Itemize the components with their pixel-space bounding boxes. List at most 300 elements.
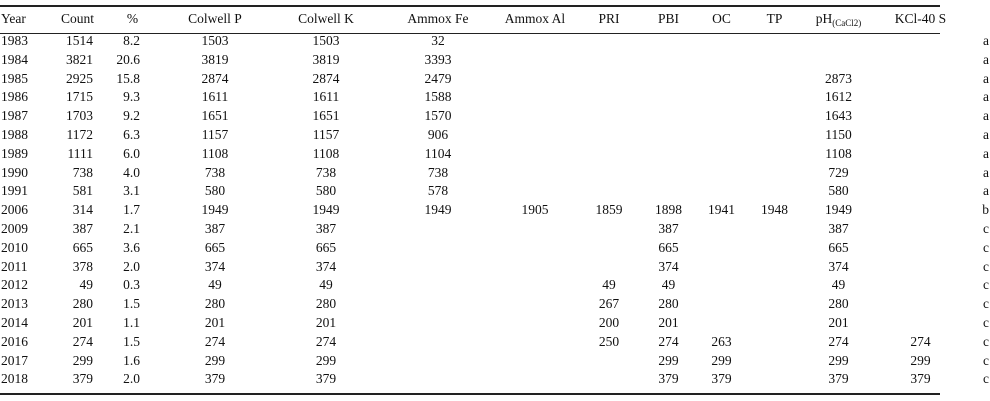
cell-oc: [695, 88, 748, 107]
cell-colwell-k: 299: [315, 352, 337, 368]
cell-percent: 4.0: [123, 164, 140, 180]
cell-note: a: [983, 108, 989, 124]
cell-colwell-p: 1503: [201, 33, 229, 48]
cell-kcl: [876, 220, 965, 239]
cell-year: 1983: [1, 33, 28, 48]
cell-count: 2925: [66, 70, 93, 86]
cell-colwell-k: 580: [315, 183, 337, 199]
cell-oc: [695, 258, 748, 277]
cell-year: 2014: [1, 314, 28, 330]
cell-note: a: [983, 89, 989, 105]
cell-year: 2011: [1, 258, 28, 274]
cell-ammox-al: [494, 352, 576, 371]
cell-pbi: [642, 182, 695, 201]
table-body: [0, 32, 990, 389]
cell-year: 2012: [1, 277, 28, 293]
cell-year: 2009: [1, 220, 28, 236]
cell-percent: 1.1: [123, 314, 140, 330]
cell-pbi: 280: [658, 296, 679, 312]
cell-count: 1111: [67, 145, 93, 161]
cell-colwell-p: 274: [204, 333, 226, 349]
cell-pri: [576, 164, 642, 183]
cell-pbi: 49: [661, 277, 676, 293]
cell-oc: [695, 145, 748, 164]
cell-pri: [576, 182, 642, 201]
cell-pri: [576, 32, 642, 51]
cell-kcl: [876, 201, 965, 220]
table-row: [0, 239, 990, 258]
header-ph: [801, 5, 876, 32]
cell-oc: [695, 220, 748, 239]
cell-percent: 3.1: [123, 183, 140, 199]
table-row: [0, 107, 990, 126]
cell-oc: [695, 182, 748, 201]
cell-ammox-fe: 738: [427, 164, 449, 180]
cell-pri: 1859: [595, 202, 623, 218]
cell-oc: 379: [711, 371, 732, 387]
table-row: [0, 51, 990, 70]
cell-tp: 1948: [761, 202, 788, 218]
cell-kcl: 274: [910, 333, 931, 349]
cell-kcl: [876, 107, 965, 126]
cell-count: 3821: [66, 51, 93, 67]
cell-colwell-k: 274: [315, 333, 337, 349]
cell-pbi: [642, 51, 695, 70]
cell-tp: [748, 107, 801, 126]
cell-count: 1703: [66, 108, 93, 124]
cell-ph: 379: [828, 371, 849, 387]
cell-pbi: 665: [658, 239, 679, 255]
cell-percent: 6.3: [123, 126, 140, 142]
cell-count: 201: [72, 314, 93, 330]
cell-note: c: [983, 371, 989, 387]
cell-pri: 250: [598, 333, 620, 349]
cell-count: 1514: [66, 33, 93, 48]
header-colwell-k: Colwell K: [298, 11, 354, 26]
cell-colwell-k: 3819: [312, 51, 340, 67]
table-row: [0, 88, 990, 107]
cell-ammox-fe: [382, 370, 494, 389]
cell-colwell-k: 49: [319, 277, 333, 293]
cell-ph: 374: [828, 258, 849, 274]
cell-colwell-p: 1611: [201, 89, 229, 105]
cell-ammox-al: 1905: [521, 202, 549, 218]
cell-ammox-al: [494, 145, 576, 164]
header-ph-main: pH: [815, 11, 833, 26]
table-row: [0, 295, 990, 314]
cell-pbi: [642, 107, 695, 126]
cell-tp: [748, 295, 801, 314]
cell-percent: 6.0: [123, 145, 140, 161]
cell-year: 2017: [1, 352, 28, 368]
cell-percent: 1.5: [123, 296, 140, 312]
cell-colwell-p: 379: [204, 371, 226, 387]
cell-percent: 20.6: [116, 51, 140, 67]
cell-colwell-k: 387: [315, 220, 337, 236]
cell-kcl: [876, 126, 965, 145]
cell-tp: [748, 182, 801, 201]
cell-ammox-fe: 2479: [424, 70, 452, 86]
cell-ammox-al: [494, 295, 576, 314]
cell-ph: 201: [828, 314, 849, 330]
cell-kcl: [876, 314, 965, 333]
cell-percent: 1.5: [123, 333, 140, 349]
cell-colwell-k: 374: [315, 258, 337, 274]
cell-tp: [748, 88, 801, 107]
cell-note: a: [983, 33, 989, 48]
cell-count: 1172: [66, 126, 93, 142]
header-colwell-p: Colwell P: [188, 11, 242, 26]
cell-note: a: [983, 164, 989, 180]
header-pbi: PBI: [657, 11, 679, 26]
cell-pri: 49: [602, 277, 616, 293]
cell-pri: 267: [598, 296, 620, 312]
header-ammox-fe: Ammox Fe: [407, 11, 469, 26]
cell-pri: [576, 51, 642, 70]
cell-count: 378: [72, 258, 93, 274]
cell-ammox-fe: 1104: [424, 145, 452, 161]
cell-note: c: [983, 352, 989, 368]
cell-oc: 299: [711, 352, 732, 368]
cell-tp: [748, 314, 801, 333]
table-row: [0, 258, 990, 277]
cell-ammox-fe: 3393: [424, 51, 452, 67]
cell-colwell-p: 3819: [201, 51, 229, 67]
cell-pbi: [642, 88, 695, 107]
cell-note: c: [983, 220, 989, 236]
cell-ammox-al: [494, 164, 576, 183]
cell-count: 581: [72, 183, 93, 199]
cell-percent: 2.1: [123, 220, 140, 236]
cell-colwell-p: 1651: [201, 108, 229, 124]
cell-count: 738: [72, 164, 93, 180]
cell-colwell-k: 1651: [312, 108, 340, 124]
cell-ph: 2873: [825, 70, 852, 86]
cell-percent: 9.2: [123, 108, 140, 124]
cell-colwell-p: 49: [208, 277, 222, 293]
cell-year: 2013: [1, 296, 28, 312]
cell-year: 2010: [1, 239, 28, 255]
cell-tp: [748, 126, 801, 145]
cell-kcl: [876, 164, 965, 183]
cell-ammox-al: [494, 107, 576, 126]
cell-colwell-p: 738: [204, 164, 226, 180]
cell-colwell-k: 379: [315, 371, 337, 387]
cell-year: 1990: [1, 164, 28, 180]
cell-ph: 49: [831, 277, 846, 293]
cell-ph: [801, 32, 876, 51]
cell-kcl: [876, 258, 965, 277]
cell-pbi: 374: [658, 258, 679, 274]
cell-ammox-fe: [382, 276, 494, 295]
cell-kcl: [876, 145, 965, 164]
header-note: [965, 5, 990, 32]
table-row: [0, 333, 990, 352]
cell-year: 1991: [1, 183, 28, 199]
cell-tp: [748, 32, 801, 51]
table-row: [0, 164, 990, 183]
cell-oc: [695, 32, 748, 51]
cell-pbi: 387: [658, 220, 679, 236]
cell-ammox-fe: [382, 220, 494, 239]
cell-year: 1986: [1, 89, 28, 105]
cell-ammox-fe: [382, 295, 494, 314]
cell-ph: 299: [828, 352, 849, 368]
cell-pbi: 379: [658, 371, 679, 387]
cell-colwell-k: 1108: [312, 145, 340, 161]
cell-pri: [576, 370, 642, 389]
cell-count: 299: [72, 352, 93, 368]
header-count: Count: [60, 11, 94, 26]
cell-ammox-fe: [382, 352, 494, 371]
cell-oc: [695, 51, 748, 70]
cell-pri: [576, 107, 642, 126]
cell-note: a: [983, 51, 989, 67]
cell-count: 274: [72, 333, 93, 349]
cell-percent: 3.6: [123, 239, 140, 255]
cell-pbi: [642, 164, 695, 183]
cell-colwell-p: 580: [204, 183, 226, 199]
cell-ammox-al: [494, 370, 576, 389]
cell-oc: [695, 295, 748, 314]
cell-ammox-al: [494, 239, 576, 258]
cell-colwell-k: 1949: [312, 202, 340, 218]
cell-kcl: [876, 88, 965, 107]
cell-ammox-al: [494, 314, 576, 333]
cell-oc: [695, 164, 748, 183]
cell-count: 1715: [66, 89, 93, 105]
cell-year: 1987: [1, 108, 28, 124]
header-kcl: KCl-40 S: [894, 11, 947, 26]
table-row: [0, 126, 990, 145]
cell-ph: 1150: [825, 126, 852, 142]
cell-oc: 263: [711, 333, 732, 349]
cell-colwell-p: 201: [204, 314, 226, 330]
cell-count: 314: [72, 202, 93, 218]
cell-ph: 1643: [825, 108, 852, 124]
cell-percent: 0.3: [123, 277, 140, 293]
cell-ammox-fe: 1949: [424, 202, 452, 218]
cell-note: a: [983, 70, 989, 86]
cell-colwell-p: 1157: [201, 126, 229, 142]
table-row: [0, 314, 990, 333]
cell-pbi: [642, 70, 695, 89]
cell-year: 2016: [1, 333, 28, 349]
cell-count: 379: [72, 371, 93, 387]
header-year: Year: [1, 11, 26, 26]
cell-kcl: [876, 295, 965, 314]
cell-colwell-k: 1611: [312, 89, 340, 105]
cell-tp: [748, 145, 801, 164]
table-row: [0, 182, 990, 201]
cell-percent: 2.0: [123, 371, 140, 387]
cell-tp: [748, 164, 801, 183]
cell-kcl: 379: [910, 371, 931, 387]
cell-ph: 387: [828, 220, 849, 236]
cell-pri: [576, 88, 642, 107]
table-row: [0, 352, 990, 371]
cell-year: 1985: [1, 70, 28, 86]
cell-pbi: [642, 32, 695, 51]
cell-oc: [695, 70, 748, 89]
cell-tp: [748, 51, 801, 70]
cell-pri: [576, 258, 642, 277]
cell-percent: 9.3: [123, 89, 140, 105]
header-ph-sub: (CaCl2): [832, 18, 862, 28]
cell-note: c: [983, 296, 989, 312]
cell-colwell-p: 299: [204, 352, 226, 368]
cell-pri: [576, 239, 642, 258]
cell-ammox-fe: [382, 239, 494, 258]
table-row: [0, 32, 990, 51]
table-row: [0, 220, 990, 239]
cell-pbi: [642, 145, 695, 164]
header-row: [0, 5, 990, 32]
cell-pbi: 299: [658, 352, 679, 368]
cell-colwell-p: 374: [204, 258, 226, 274]
cell-note: c: [983, 277, 989, 293]
cell-pbi: 201: [658, 314, 679, 330]
cell-ammox-fe: [382, 258, 494, 277]
cell-colwell-p: 665: [204, 239, 226, 255]
cell-ph: 1612: [825, 89, 852, 105]
cell-ammox-fe: [382, 314, 494, 333]
table-row: [0, 370, 990, 389]
table-row: [0, 276, 990, 295]
cell-pbi: [642, 126, 695, 145]
cell-ammox-fe: 906: [427, 126, 449, 142]
cell-ammox-al: [494, 51, 576, 70]
cell-note: a: [983, 126, 989, 142]
cell-colwell-p: 280: [204, 296, 226, 312]
cell-count: 49: [79, 277, 93, 293]
cell-kcl: [876, 51, 965, 70]
cell-ammox-fe: 1588: [424, 89, 452, 105]
cell-colwell-k: 1157: [312, 126, 340, 142]
cell-colwell-k: 2874: [312, 70, 340, 86]
bottom-rule: [0, 393, 940, 395]
cell-ammox-fe: 1570: [424, 108, 452, 124]
cell-pri: [576, 126, 642, 145]
cell-ammox-al: [494, 258, 576, 277]
cell-ph: 665: [828, 239, 849, 255]
cell-ammox-al: [494, 220, 576, 239]
cell-kcl: [876, 70, 965, 89]
cell-note: c: [983, 333, 989, 349]
cell-pri: [576, 352, 642, 371]
cell-ammox-al: [494, 182, 576, 201]
cell-colwell-p: 1949: [201, 202, 229, 218]
cell-pri: [576, 70, 642, 89]
cell-ammox-fe: 32: [431, 33, 445, 48]
cell-ph: 580: [828, 183, 849, 199]
cell-percent: 8.2: [123, 33, 140, 48]
table-row: [0, 201, 990, 220]
cell-ammox-al: [494, 70, 576, 89]
header-percent: %: [126, 11, 139, 26]
cell-note: a: [983, 145, 989, 161]
cell-colwell-p: 387: [204, 220, 226, 236]
cell-oc: [695, 314, 748, 333]
cell-year: 1984: [1, 51, 28, 67]
cell-year: 1989: [1, 145, 28, 161]
cell-kcl: [876, 32, 965, 51]
cell-ph: 280: [828, 296, 849, 312]
cell-pbi: 1898: [655, 202, 682, 218]
cell-ammox-fe: 578: [427, 183, 449, 199]
header-oc: OC: [712, 11, 731, 26]
soil-data-table: [0, 5, 990, 389]
cell-colwell-k: 738: [315, 164, 337, 180]
cell-kcl: [876, 239, 965, 258]
cell-oc: [695, 107, 748, 126]
cell-ph: 729: [828, 164, 849, 180]
cell-ammox-al: [494, 276, 576, 295]
cell-ammox-al: [494, 88, 576, 107]
cell-kcl: [876, 182, 965, 201]
cell-oc: 1941: [708, 202, 735, 218]
cell-tp: [748, 276, 801, 295]
cell-colwell-p: 1108: [201, 145, 229, 161]
cell-colwell-k: 280: [315, 296, 337, 312]
cell-tp: [748, 258, 801, 277]
cell-tp: [748, 70, 801, 89]
cell-kcl: [876, 276, 965, 295]
cell-ammox-al: [494, 32, 576, 51]
cell-ammox-al: [494, 333, 576, 352]
header-ammox-al: Ammox Al: [504, 11, 566, 26]
cell-ammox-fe: [382, 333, 494, 352]
cell-colwell-k: 1503: [312, 33, 340, 48]
cell-tp: [748, 220, 801, 239]
cell-oc: [695, 126, 748, 145]
cell-ammox-al: [494, 126, 576, 145]
cell-year: 2018: [1, 371, 28, 387]
cell-percent: 2.0: [123, 258, 140, 274]
table-row: [0, 70, 990, 89]
cell-percent: 1.7: [123, 202, 140, 218]
cell-year: 1988: [1, 126, 28, 142]
cell-percent: 1.6: [123, 352, 140, 368]
cell-oc: [695, 276, 748, 295]
cell-count: 665: [72, 239, 93, 255]
cell-colwell-p: 2874: [201, 70, 229, 86]
table-row: [0, 145, 990, 164]
cell-colwell-k: 665: [315, 239, 337, 255]
cell-note: c: [983, 258, 989, 274]
cell-note: a: [983, 183, 989, 199]
cell-percent: 15.8: [116, 70, 140, 86]
cell-ph: [801, 51, 876, 70]
cell-colwell-k: 201: [315, 314, 337, 330]
cell-tp: [748, 333, 801, 352]
cell-pri: 200: [598, 314, 620, 330]
cell-year: 2006: [1, 202, 28, 218]
cell-note: c: [983, 239, 989, 255]
cell-pri: [576, 220, 642, 239]
header-pri: PRI: [598, 11, 620, 26]
cell-oc: [695, 239, 748, 258]
cell-tp: [748, 370, 801, 389]
cell-tp: [748, 239, 801, 258]
cell-note: c: [983, 314, 989, 330]
cell-pri: [576, 145, 642, 164]
cell-tp: [748, 352, 801, 371]
cell-kcl: 299: [910, 352, 931, 368]
cell-count: 387: [72, 220, 93, 236]
cell-ph: 274: [828, 333, 849, 349]
header-tp: TP: [766, 11, 783, 26]
